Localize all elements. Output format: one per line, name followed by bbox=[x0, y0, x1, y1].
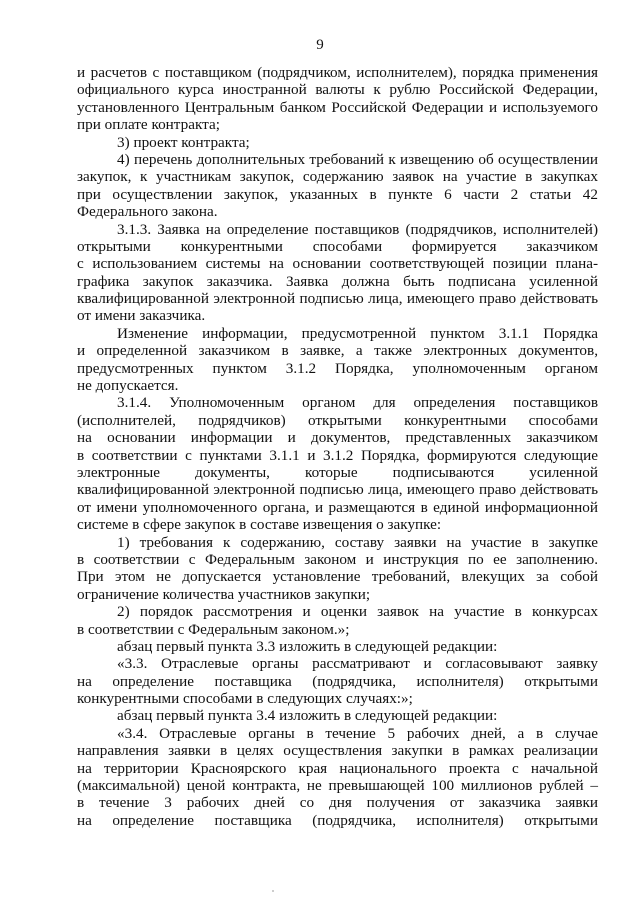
text-line: графика закупок заказчика. Заявка должна быть подписана усиленной bbox=[77, 272, 598, 290]
text-line: системе в сфере закупок в составе извещения о закупке: bbox=[77, 516, 442, 534]
text-line: при осуществлении закупок, указанных в пункте 6 части 2 статьи 42 bbox=[77, 185, 598, 203]
text-line: 3) проект контракта; bbox=[117, 133, 250, 151]
text-line: 3.1.4. Уполномоченным органом для определения поставщиков bbox=[117, 394, 598, 412]
text-line: на определение поставщика (подрядчика, исполнителя) открытыми bbox=[77, 811, 598, 829]
text-line: (максимальной) ценой контракта, не превышающей 100 миллионов рублей – bbox=[77, 777, 598, 795]
page-number: 9 bbox=[316, 37, 324, 53]
text-line: Федерального закона. bbox=[77, 203, 218, 221]
text-line: 4) перечень дополнительных требований к извещению об осуществлении bbox=[117, 150, 598, 168]
text-line: (исполнителей, подрядчиков) открытыми конкурентными способами bbox=[77, 411, 598, 429]
text-line: квалифицированной электронной подписью лица, имеющего право действовать bbox=[77, 290, 598, 308]
text-line: Изменение информации, предусмотренной пунктом 3.1.1 Порядка bbox=[117, 324, 598, 342]
text-line: При этом не допускается установление требований, влекущих за собой bbox=[77, 568, 598, 586]
text-line: 1) требования к содержанию, составу заявки на участие в закупке bbox=[117, 533, 598, 551]
text-line: на территории Красноярского края национального проекта с начальной bbox=[77, 759, 598, 777]
text-line: с использованием системы на основании соответствующей позиции плана- bbox=[77, 255, 598, 273]
text-line: направления заявки в целях осуществления закупки в рамках реализации bbox=[77, 742, 598, 760]
text-line: закупок, к участникам закупок, содержанию заявок на участие в закупках bbox=[77, 168, 598, 186]
text-line: и расчетов с поставщиком (подрядчиком, исполнителем), порядка применения bbox=[77, 64, 598, 81]
text-line: установленного Центральным банком Российской Федерации и используемого bbox=[77, 98, 598, 116]
text-line: абзац первый пункта 3.4 изложить в следующей редакции: bbox=[117, 707, 498, 725]
text-line: «3.3. Отраслевые органы рассматривают и согласовывают заявку bbox=[117, 655, 598, 673]
document-body bbox=[77, 64, 598, 829]
text-line: от имени заказчика. bbox=[77, 307, 206, 325]
scan-artifact-dot bbox=[272, 890, 274, 892]
text-line: конкурентными способами в следующих случаях:»; bbox=[77, 690, 413, 708]
text-line: не допускается. bbox=[77, 377, 179, 395]
text-line: «3.4. Отраслевые органы в течение 5 рабочих дней, а в случае bbox=[117, 724, 598, 742]
text-line: и определенной заказчиком в заявке, а также электронных документов, bbox=[77, 342, 598, 360]
text-line: предусмотренных пунктом 3.1.2 Порядка, уполномоченным органом bbox=[77, 359, 598, 377]
text-line: ограничение количества участников закупки; bbox=[77, 585, 371, 603]
text-line: в соответствии с Федеральным законом.»; bbox=[77, 620, 350, 638]
text-line: 3.1.3. Заявка на определение поставщиков (подрядчиков, исполнителей) bbox=[117, 220, 598, 238]
text-line: квалифицированной электронной подписью лица, имеющего право действовать bbox=[77, 481, 598, 499]
text-line: на определение поставщика (подрядчика, исполнителя) открытыми bbox=[77, 672, 598, 690]
text-line: электронные документы, которые подписываются усиленной bbox=[77, 463, 598, 481]
text-line: в соответствии с пунктами 3.1.1 и 3.1.2 Порядка, формируются следующие bbox=[77, 446, 598, 464]
text-line: при оплате контракта; bbox=[77, 116, 220, 134]
text-line: абзац первый пункта 3.3 изложить в следующей редакции: bbox=[117, 637, 498, 655]
text-line: от имени уполномоченного органа, и размещаются в единой информационной bbox=[77, 498, 598, 516]
text-line: на основании информации и документов, представленных заказчиком bbox=[77, 429, 598, 447]
text-line: в течение 3 рабочих дней со дня получения от заказчика заявки bbox=[77, 794, 598, 812]
text-line: открытыми конкурентными способами формируется заказчиком bbox=[77, 237, 598, 255]
text-line: 2) порядок рассмотрения и оценки заявок на участие в конкурсах bbox=[117, 603, 598, 621]
text-line: в соответствии с Федеральным законом и инструкция по ее заполнению. bbox=[77, 550, 598, 568]
text-line: официального курса иностранной валюты к рублю Российской Федерации, bbox=[77, 81, 598, 99]
